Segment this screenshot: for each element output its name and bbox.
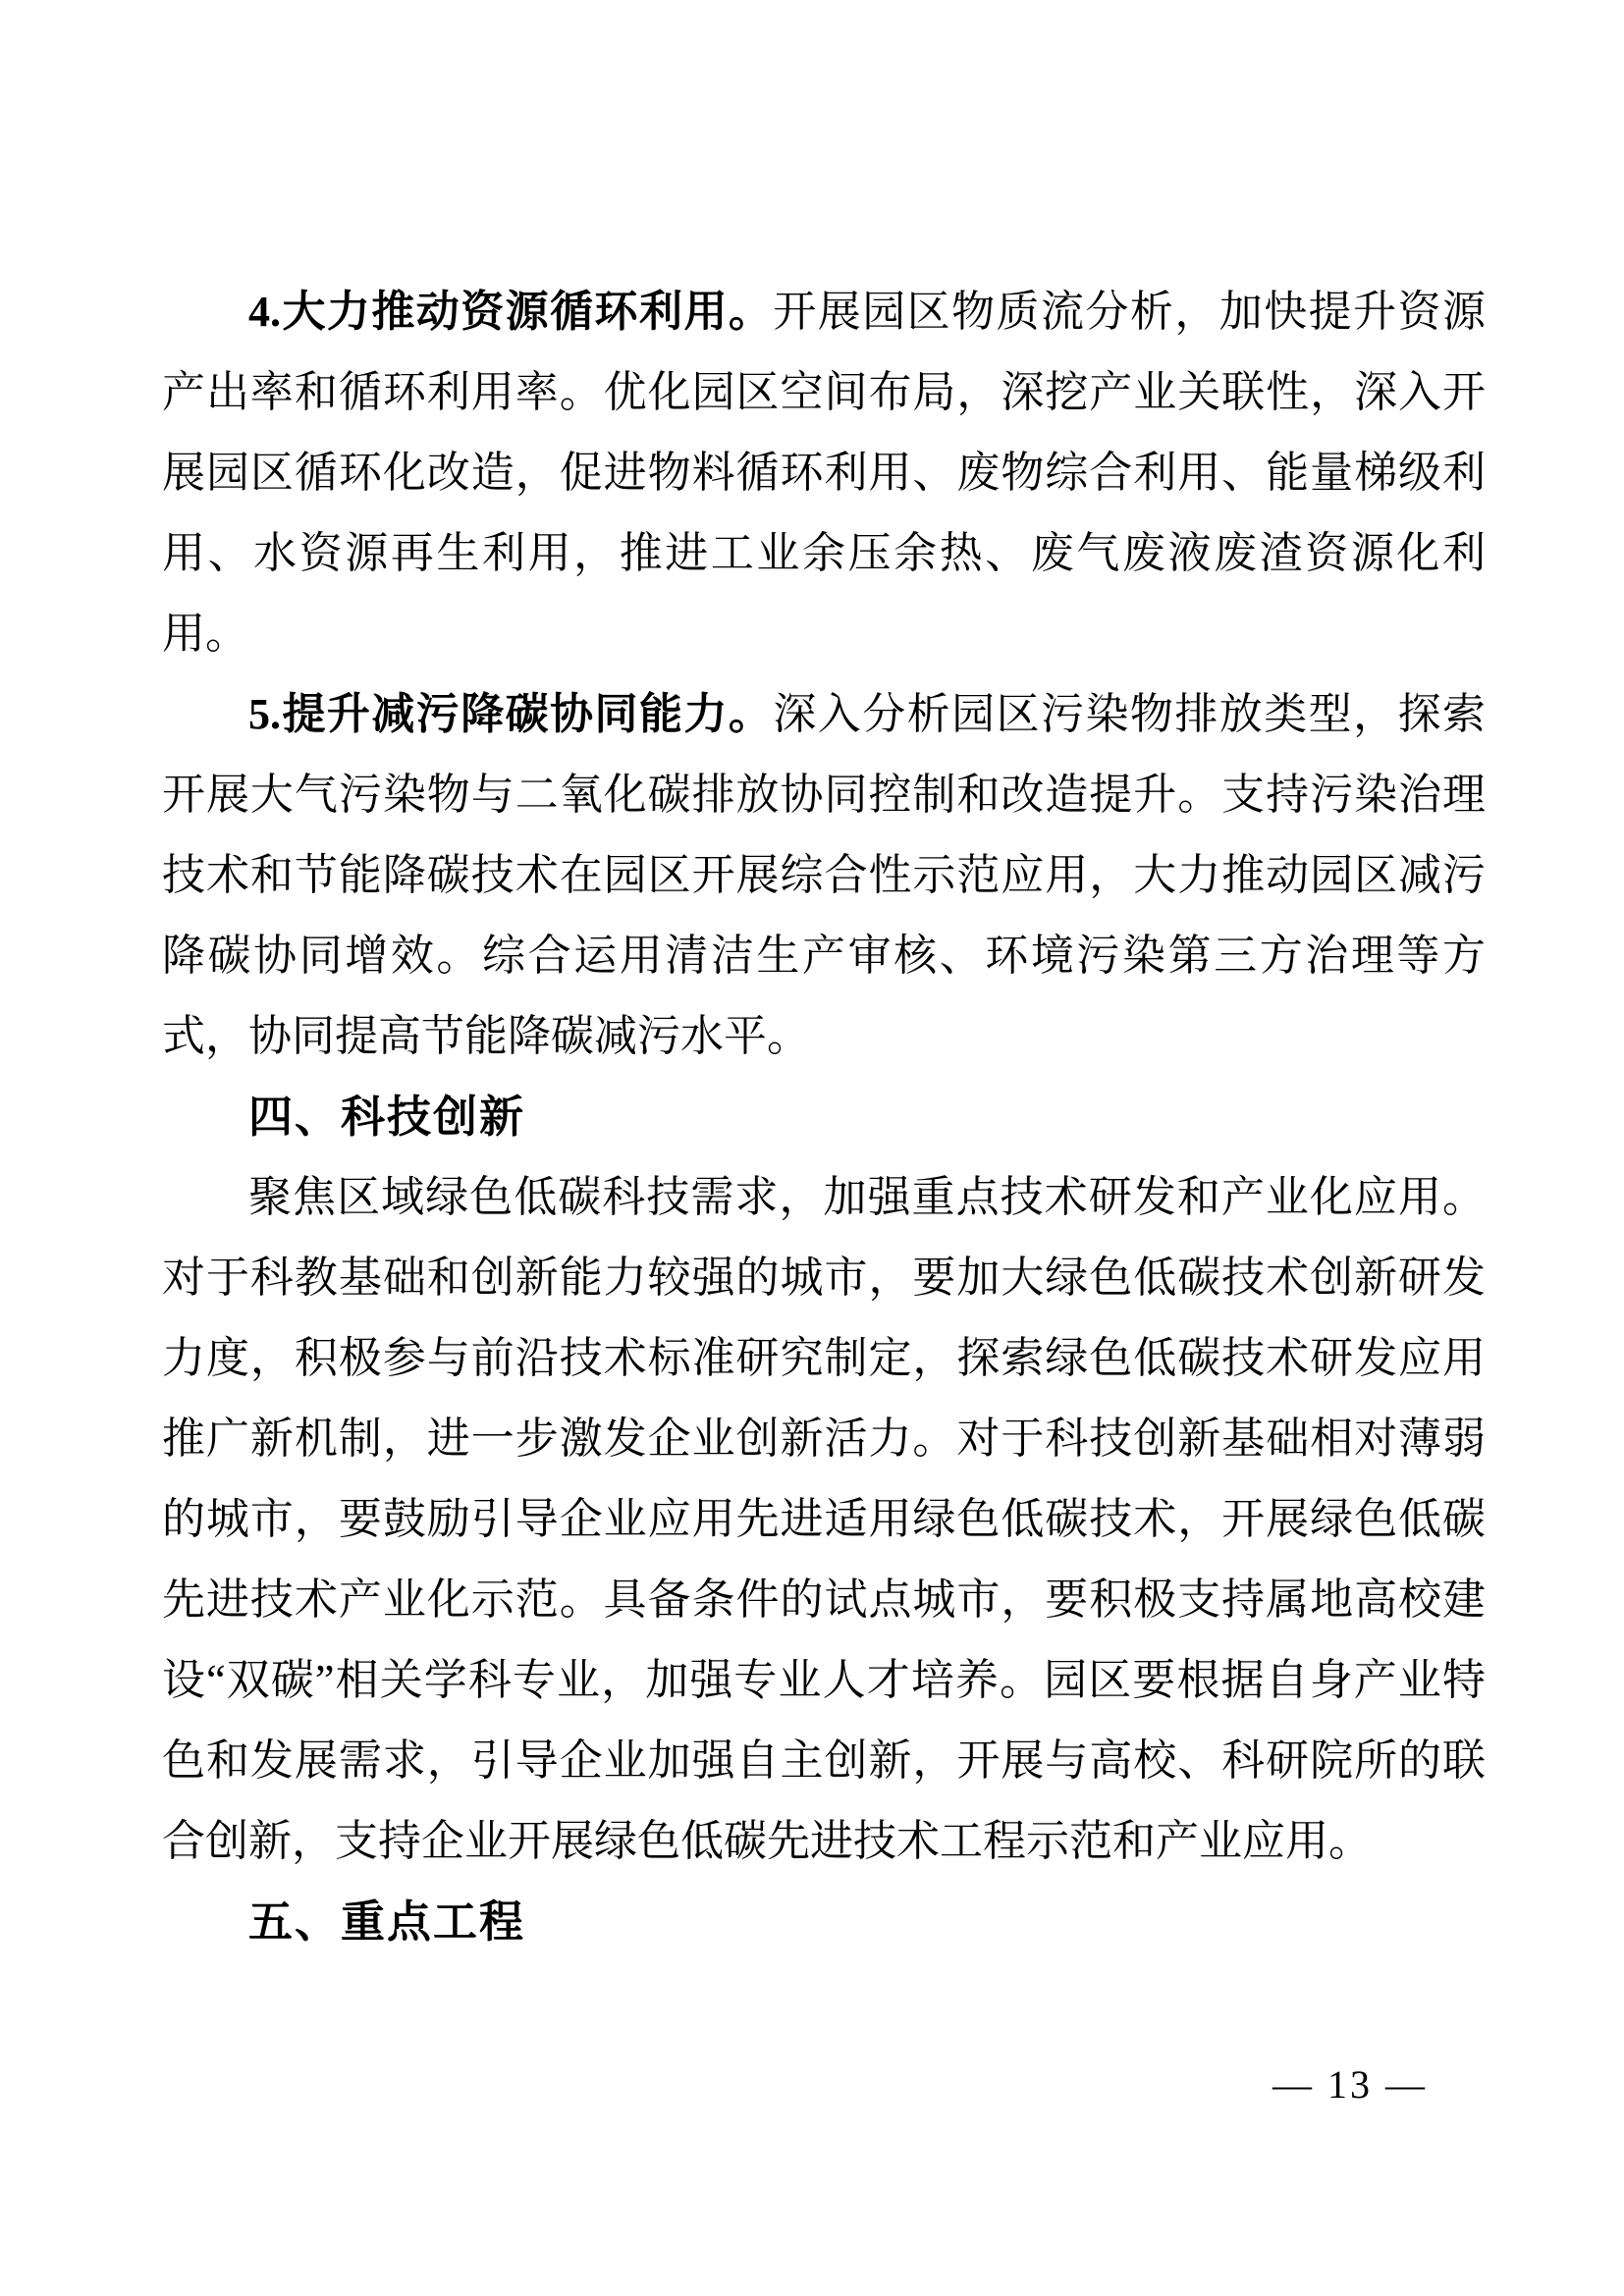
item-4-body-text: 开展园区物质流分析，加快提升资源产出率和循环利用率。优化园区空间布局，深挖产业关联性，深入开展园区循环化改造，促进物料循环利用、废物综合利用、能量梯级利用、水资源再生利用，推进工业余压余热、废气废液废渣资源化利用。 [162,288,1487,658]
paragraph-section-4 [162,1157,1486,1882]
section-heading-4: 四、科技创新 [248,1092,526,1142]
item-5-body-text: 深入分析园区污染物排放类型，探索开展大气污染物与二氧化碳排放协同控制和改造提升。支持污染治理技术和节能降碳技术在园区开展综合性示范应用，大力推动园区减污降碳协同增效。综合运用清洁生产审核、环境污染第三方治理等方式，协同提高节能降碳减污水平。 [162,690,1487,1060]
document-body [162,272,1486,1962]
section-4-body-text: 聚焦区域绿色低碳科技需求，加强重点技术研发和产业化应用。对于科教基础和创新能力较强的城市，要加大绿色低碳技术创新研发力度，积极参与前沿技术标准研究制定，探索绿色低碳技术研发应用推广新机制，进一步激发企业创新活力。对于科技创新基础相对薄弱的城市，要鼓励引导企业应用先进适用绿色低碳技术，开展绿色低碳先进技术产业化示范。具备条件的试点城市，要积极支持属地高校建设“双碳”相关学科专业，加强专业人才培养。园区要根据自身产业特色和发展需求，引导企业加强自主创新，开展与高校、科研院所的联合创新，支持企业开展绿色低碳先进技术工程示范和产业应用。 [162,1173,1486,1865]
page-number: — 13 — [1272,2062,1428,2107]
paragraph-item-4 [162,272,1486,674]
item-5-lead-text: 5.提升减污降碳协同能力。 [248,690,774,738]
section-heading-5: 五、重点工程 [248,1896,526,1947]
paragraph-item-5 [162,674,1486,1077]
item-4-lead-text: 4.大力推动资源循环利用。 [248,288,774,336]
